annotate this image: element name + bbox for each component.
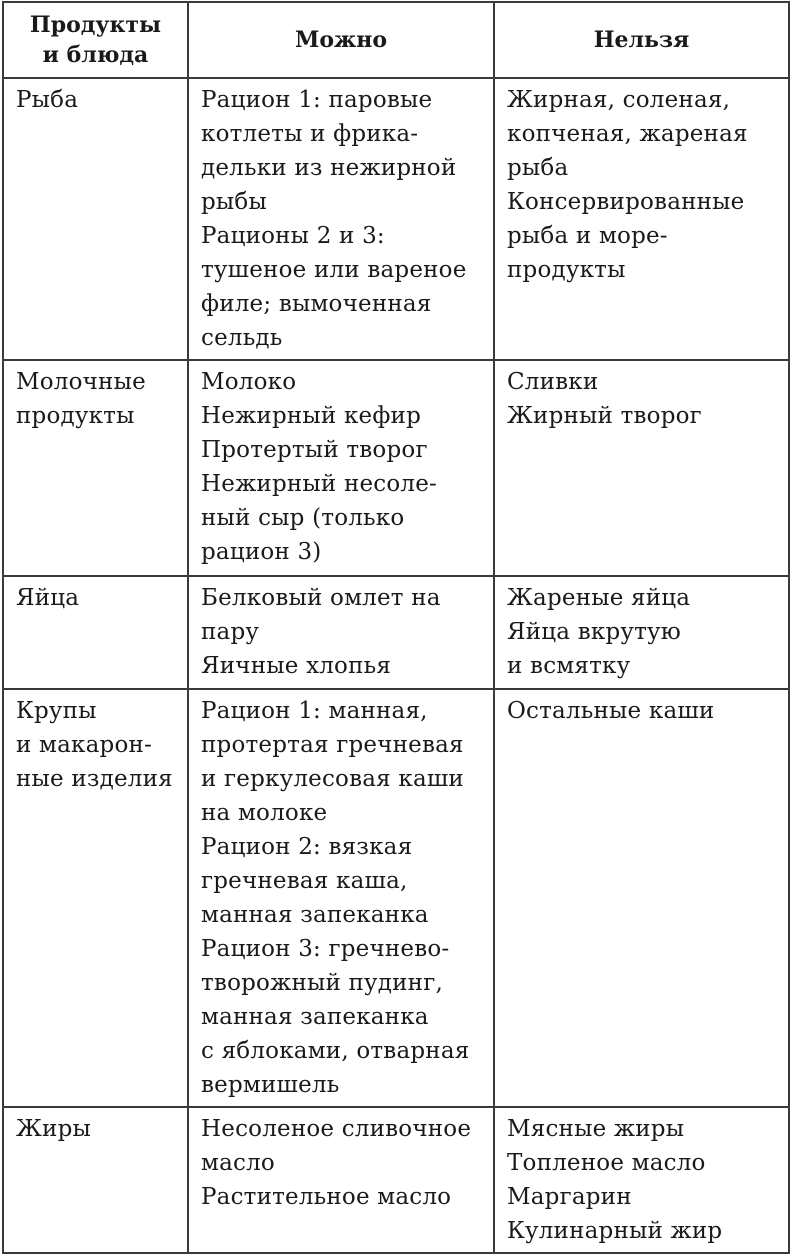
cell-allowed	[188, 360, 494, 576]
cell-product	[3, 1107, 188, 1253]
header-allowed: Можно	[188, 2, 494, 78]
header-forbidden: Нельзя	[494, 2, 789, 78]
cell-line: пару	[201, 619, 260, 645]
cell-product	[3, 360, 188, 576]
cell-forbidden	[494, 689, 789, 1107]
table-row	[3, 576, 789, 689]
cell-line: Кулинарный жир	[507, 1218, 723, 1244]
cell-line: Нежирный несоле-	[201, 471, 438, 497]
cell-line: Топленое масло	[507, 1150, 706, 1176]
table-row	[3, 1107, 789, 1253]
cell-line: Жирная, соленая,	[507, 87, 731, 113]
cell-product	[3, 576, 188, 689]
cell-line: Рацион 3: гречнево-	[201, 936, 450, 962]
cell-line: Консервированные	[507, 189, 745, 215]
cell-line: Растительное масло	[201, 1184, 452, 1210]
cell-line: Маргарин	[507, 1184, 632, 1210]
header-products-line: и блюда	[42, 42, 149, 68]
cell-line: рыбы	[201, 189, 267, 215]
cell-line: Рыба	[16, 87, 79, 113]
cell-line: масло	[201, 1150, 275, 1176]
cell-product	[3, 78, 188, 360]
cell-forbidden	[494, 576, 789, 689]
cell-line: Мясные жиры	[507, 1116, 685, 1142]
cell-line: сельдь	[201, 325, 283, 351]
cell-line: протертая гречневая	[201, 732, 464, 758]
cell-line: филе; вымоченная	[201, 291, 432, 317]
cell-line: творожный пудинг,	[201, 970, 443, 996]
cell-line: вермишель	[201, 1072, 340, 1098]
cell-allowed	[188, 689, 494, 1107]
cell-line: Белковый омлет на	[201, 585, 441, 611]
cell-line: и геркулесовая каши	[201, 766, 464, 792]
header-products-line: Продукты	[29, 12, 162, 38]
cell-line: Несоленое сливочное	[201, 1116, 472, 1142]
cell-line: рыба	[507, 155, 569, 181]
cell-line: копченая, жареная	[507, 121, 748, 147]
cell-line: Молочные	[16, 369, 146, 395]
table-header-row	[3, 2, 789, 78]
cell-line: продукты	[16, 403, 135, 429]
cell-line: Нежирный кефир	[201, 403, 421, 429]
cell-line: Рацион 2: вязкая	[201, 834, 413, 860]
cell-forbidden	[494, 1107, 789, 1253]
table-row	[3, 689, 789, 1107]
cell-line: Крупы	[16, 698, 97, 724]
diet-table	[2, 1, 790, 1254]
cell-line: Рацион 1: манная,	[201, 698, 428, 724]
table-row	[3, 360, 789, 576]
cell-line: дельки из нежирной	[201, 155, 457, 181]
header-products	[3, 2, 188, 78]
cell-allowed	[188, 1107, 494, 1253]
cell-line: Яичные хлопья	[201, 653, 392, 679]
cell-line: Жирный творог	[507, 403, 702, 429]
cell-line: и всмятку	[507, 653, 631, 679]
cell-line: ные изделия	[16, 766, 173, 792]
cell-line: Остальные каши	[507, 698, 715, 724]
cell-line: ный сыр (только	[201, 505, 405, 531]
cell-line: Яйца вкрутую	[507, 619, 681, 645]
cell-line: рацион 3)	[201, 539, 322, 565]
cell-line: тушеное или вареное	[201, 257, 467, 283]
cell-line: рыба и море-	[507, 223, 668, 249]
cell-line: котлеты и фрика-	[201, 121, 419, 147]
cell-line: гречневая каша,	[201, 868, 408, 894]
cell-line: на молоке	[201, 800, 328, 826]
cell-line: Жиры	[16, 1116, 91, 1142]
cell-product	[3, 689, 188, 1107]
table-row	[3, 78, 789, 360]
cell-allowed	[188, 576, 494, 689]
cell-line: Протертый творог	[201, 437, 428, 463]
cell-line: Рационы 2 и 3:	[201, 223, 385, 249]
cell-line: Сливки	[507, 369, 599, 395]
cell-line: манная запеканка	[201, 1004, 429, 1030]
cell-forbidden	[494, 78, 789, 360]
cell-line: Яйца	[16, 585, 80, 611]
cell-line: Рацион 1: паровые	[201, 87, 433, 113]
cell-line: Жареные яйца	[507, 585, 691, 611]
cell-line: с яблоками, отварная	[201, 1038, 470, 1064]
cell-line: продукты	[507, 257, 626, 283]
cell-line: манная запеканка	[201, 902, 429, 928]
cell-forbidden	[494, 360, 789, 576]
cell-line: Молоко	[201, 369, 297, 395]
cell-line: и макарон-	[16, 732, 153, 758]
cell-allowed	[188, 78, 494, 360]
